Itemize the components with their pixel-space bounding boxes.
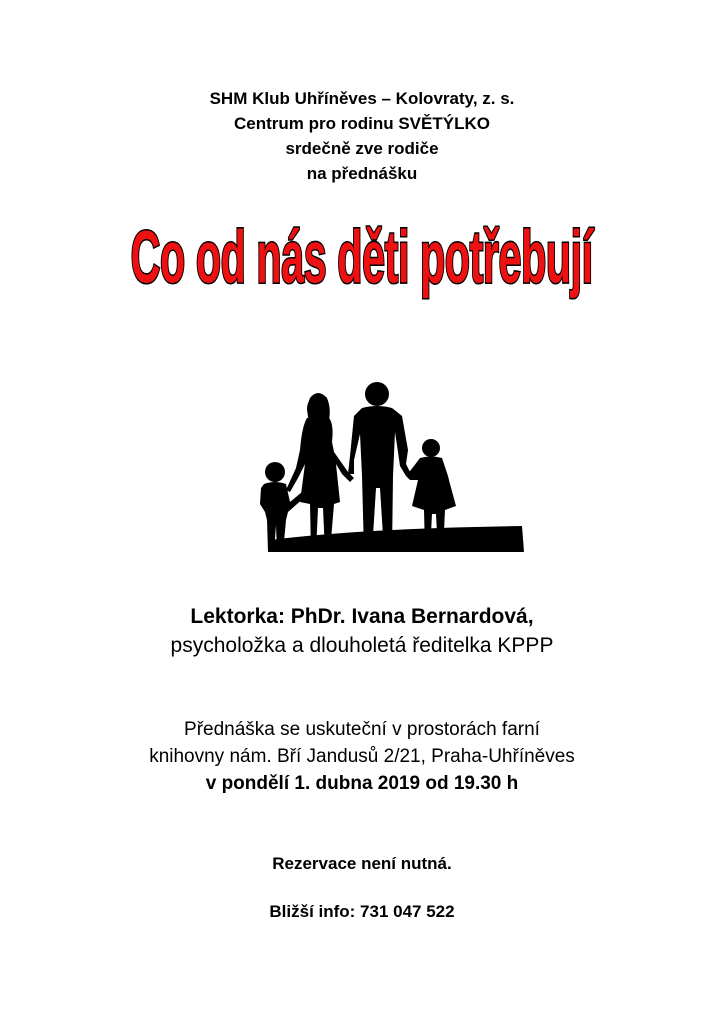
lecturer-name: Lektorka: PhDr. Ivana Bernardová, xyxy=(190,605,534,628)
lecturer-role: psycholožka a dlouholetá ředitelka KPPP xyxy=(170,634,554,657)
reservation-note: Rezervace není nutná. xyxy=(272,854,452,873)
center-name: Centrum pro rodinu SVĚTÝLKO xyxy=(234,114,490,133)
venue-block xyxy=(0,716,724,797)
event-type: na přednášku xyxy=(306,164,418,183)
organizer-name: SHM Klub Uhříněves – Kolovraty, z. s. xyxy=(209,89,515,108)
title-container xyxy=(0,217,724,300)
venue-line-1: Přednáška se uskuteční v prostorách farní xyxy=(184,719,540,740)
event-date: v pondělí 1. dubna 2019 od 19.30 h xyxy=(205,773,519,794)
venue-line-2: knihovny nám. Bří Jandusů 2/21, Praha-Uhříněves xyxy=(149,746,575,767)
organizer-header xyxy=(0,86,724,186)
lecturer-block xyxy=(0,602,724,660)
family-silhouette-icon xyxy=(250,380,530,555)
invitation-text: srdečně zve rodiče xyxy=(285,139,439,158)
contact-info: Bližší info: 731 047 522 xyxy=(269,902,455,921)
lecture-title: Co od nás děti potřebují xyxy=(130,217,594,300)
